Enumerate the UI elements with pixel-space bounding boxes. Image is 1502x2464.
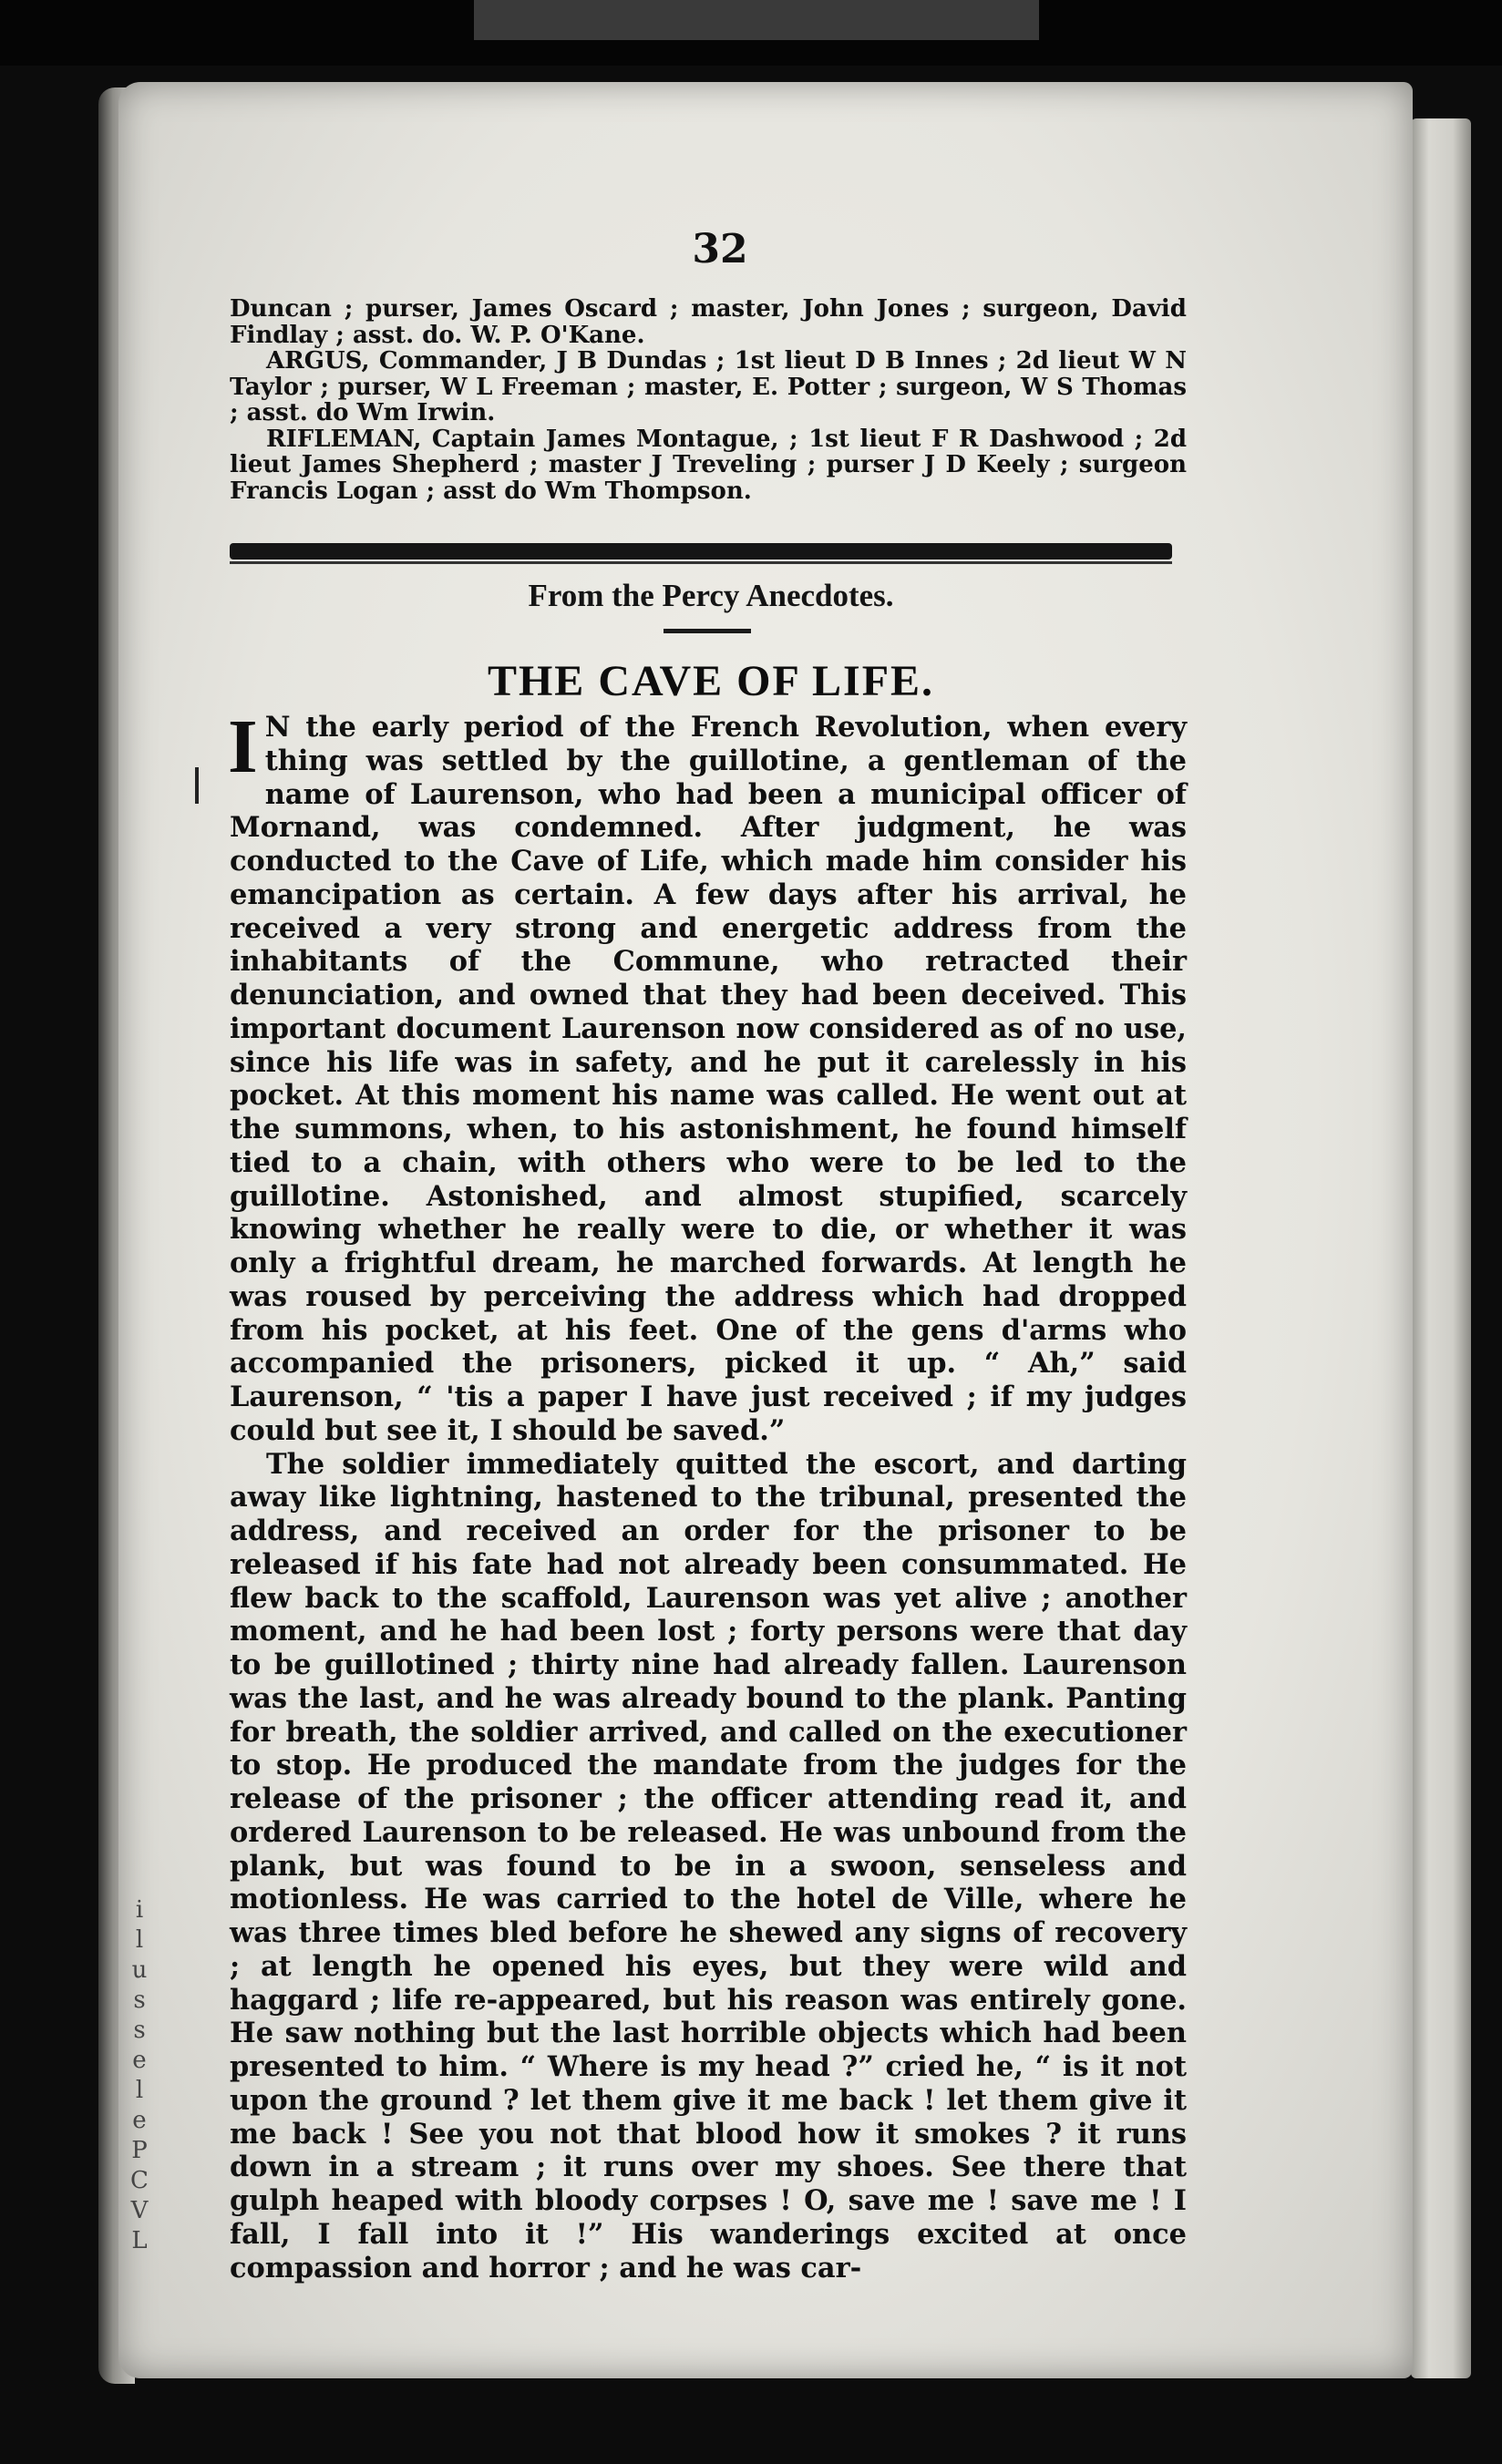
crew-entry-continued: Duncan ; purser, James Oscard ; master, John Jones ; surgeon, David Findlay ; asst. do. W. P. O'Kane.: [230, 295, 1187, 349]
crew-entry-rifleman: RIFLEMAN, Captain James Montague, ; 1st lieut F R Dashwood ; 2d lieut James Shepherd ; master J Treveling ; purser J D Keely ; surgeon Francis Logan ; asst do Wm Thompson.: [230, 425, 1187, 505]
crew-list-block: [230, 296, 1187, 504]
section-divider-thin: [230, 561, 1172, 564]
drop-cap: I: [228, 704, 258, 789]
spine-marginalia: i l u s s e l e P C V L: [130, 1896, 149, 2254]
short-divider: [664, 629, 751, 633]
source-line: From the Percy Anecdotes.: [528, 578, 894, 613]
margin-mark: [195, 767, 199, 804]
scan-background-top: [0, 0, 1502, 66]
article-paragraph-1: [228, 704, 1187, 1448]
page-number: 32: [692, 226, 748, 272]
article-body: [228, 704, 1187, 2284]
paragraph-1-text: N the early period of the French Revolution, when every thing was settled by the guillotine, a gentleman of the name of Laurenson, who had been a municipal officer of Mornand, was condemned. After judgment, he was conducted to the Cave of Life, which made him consider his emancipation as certain. A few days after his arrival, he received a very strong and energetic address from the inhabitants of the Commune, who retracted their denunciation, and owned that they had been deceived. This important document Laurenson now considered as of no use, since his life was in safety, and he put it carelessly in his pocket. At this moment his name was called. He went out at the summons, when, to his astonishment, he found himself tied to a chain, with others who were to be led to the guillotine. Astonished, and almost stupified, scarcely knowing whether he really were to die, or whether it was only a frightful dream, he marched forwards. At length he was roused by perceiving the address which had dropped from his pocket, at his feet. One of the gens d'arms who accompanied the prisoners, picked it up. “ Ah,” said Laurenson, “ 'tis a paper I have just received ; if my judges could but see it, I should be saved.”: [230, 711, 1187, 1447]
section-divider-thick: [230, 543, 1172, 560]
article-title: THE CAVE OF LIFE.: [487, 657, 935, 705]
facing-page-edge: [1411, 118, 1471, 2378]
crew-entry-argus: ARGUS, Commander, J B Dundas ; 1st lieut D B Innes ; 2d lieut W N Taylor ; purser, W L Freeman ; master, E. Potter ; surgeon, W S Thomas ; asst. do Wm Irwin.: [230, 347, 1187, 426]
article-paragraph-2: The soldier immediately quitted the escort, and darting away like lightning, hastened to the tribunal, presented the address, and received an order for the prisoner to be released if his fate had not already been consummated. He flew back to the scaffold, Laurenson was yet alive ; another moment, and he had been lost ; forty persons were that day to be guillotined ; thirty nine had already fallen. Laurenson was the last, and he was already bound to the plank. Panting for breath, the soldier arrived, and called on the executioner to stop. He produced the mandate from the judges for the release of the prisoner ; the officer attending read it, and ordered Laurenson to be released. He was unbound from the plank, but was found to be in a swoon, senseless and motionless. He was carried to the hotel de Ville, where he was three times bled before he shewed any signs of recovery ; at length he opened his eyes, but they were wild and haggard ; life re-appeared, but his reason was entirely gone. He saw nothing but the last horrible objects which had been presented to him. “ Where is my head ?” cried he, “ is it not upon the ground ? let them give it me back ! let them give it me back ! See you not that blood how it smokes ? it runs down in a stream ; it runs over my shoes. See there that gulph heaped with bloody corpses ! O, save me ! save me ! I fall, I fall into it !” His wanderings excited at once compassion and horror ; and he was car-: [230, 1447, 1187, 2284]
scan-clip-band: [474, 0, 1039, 40]
